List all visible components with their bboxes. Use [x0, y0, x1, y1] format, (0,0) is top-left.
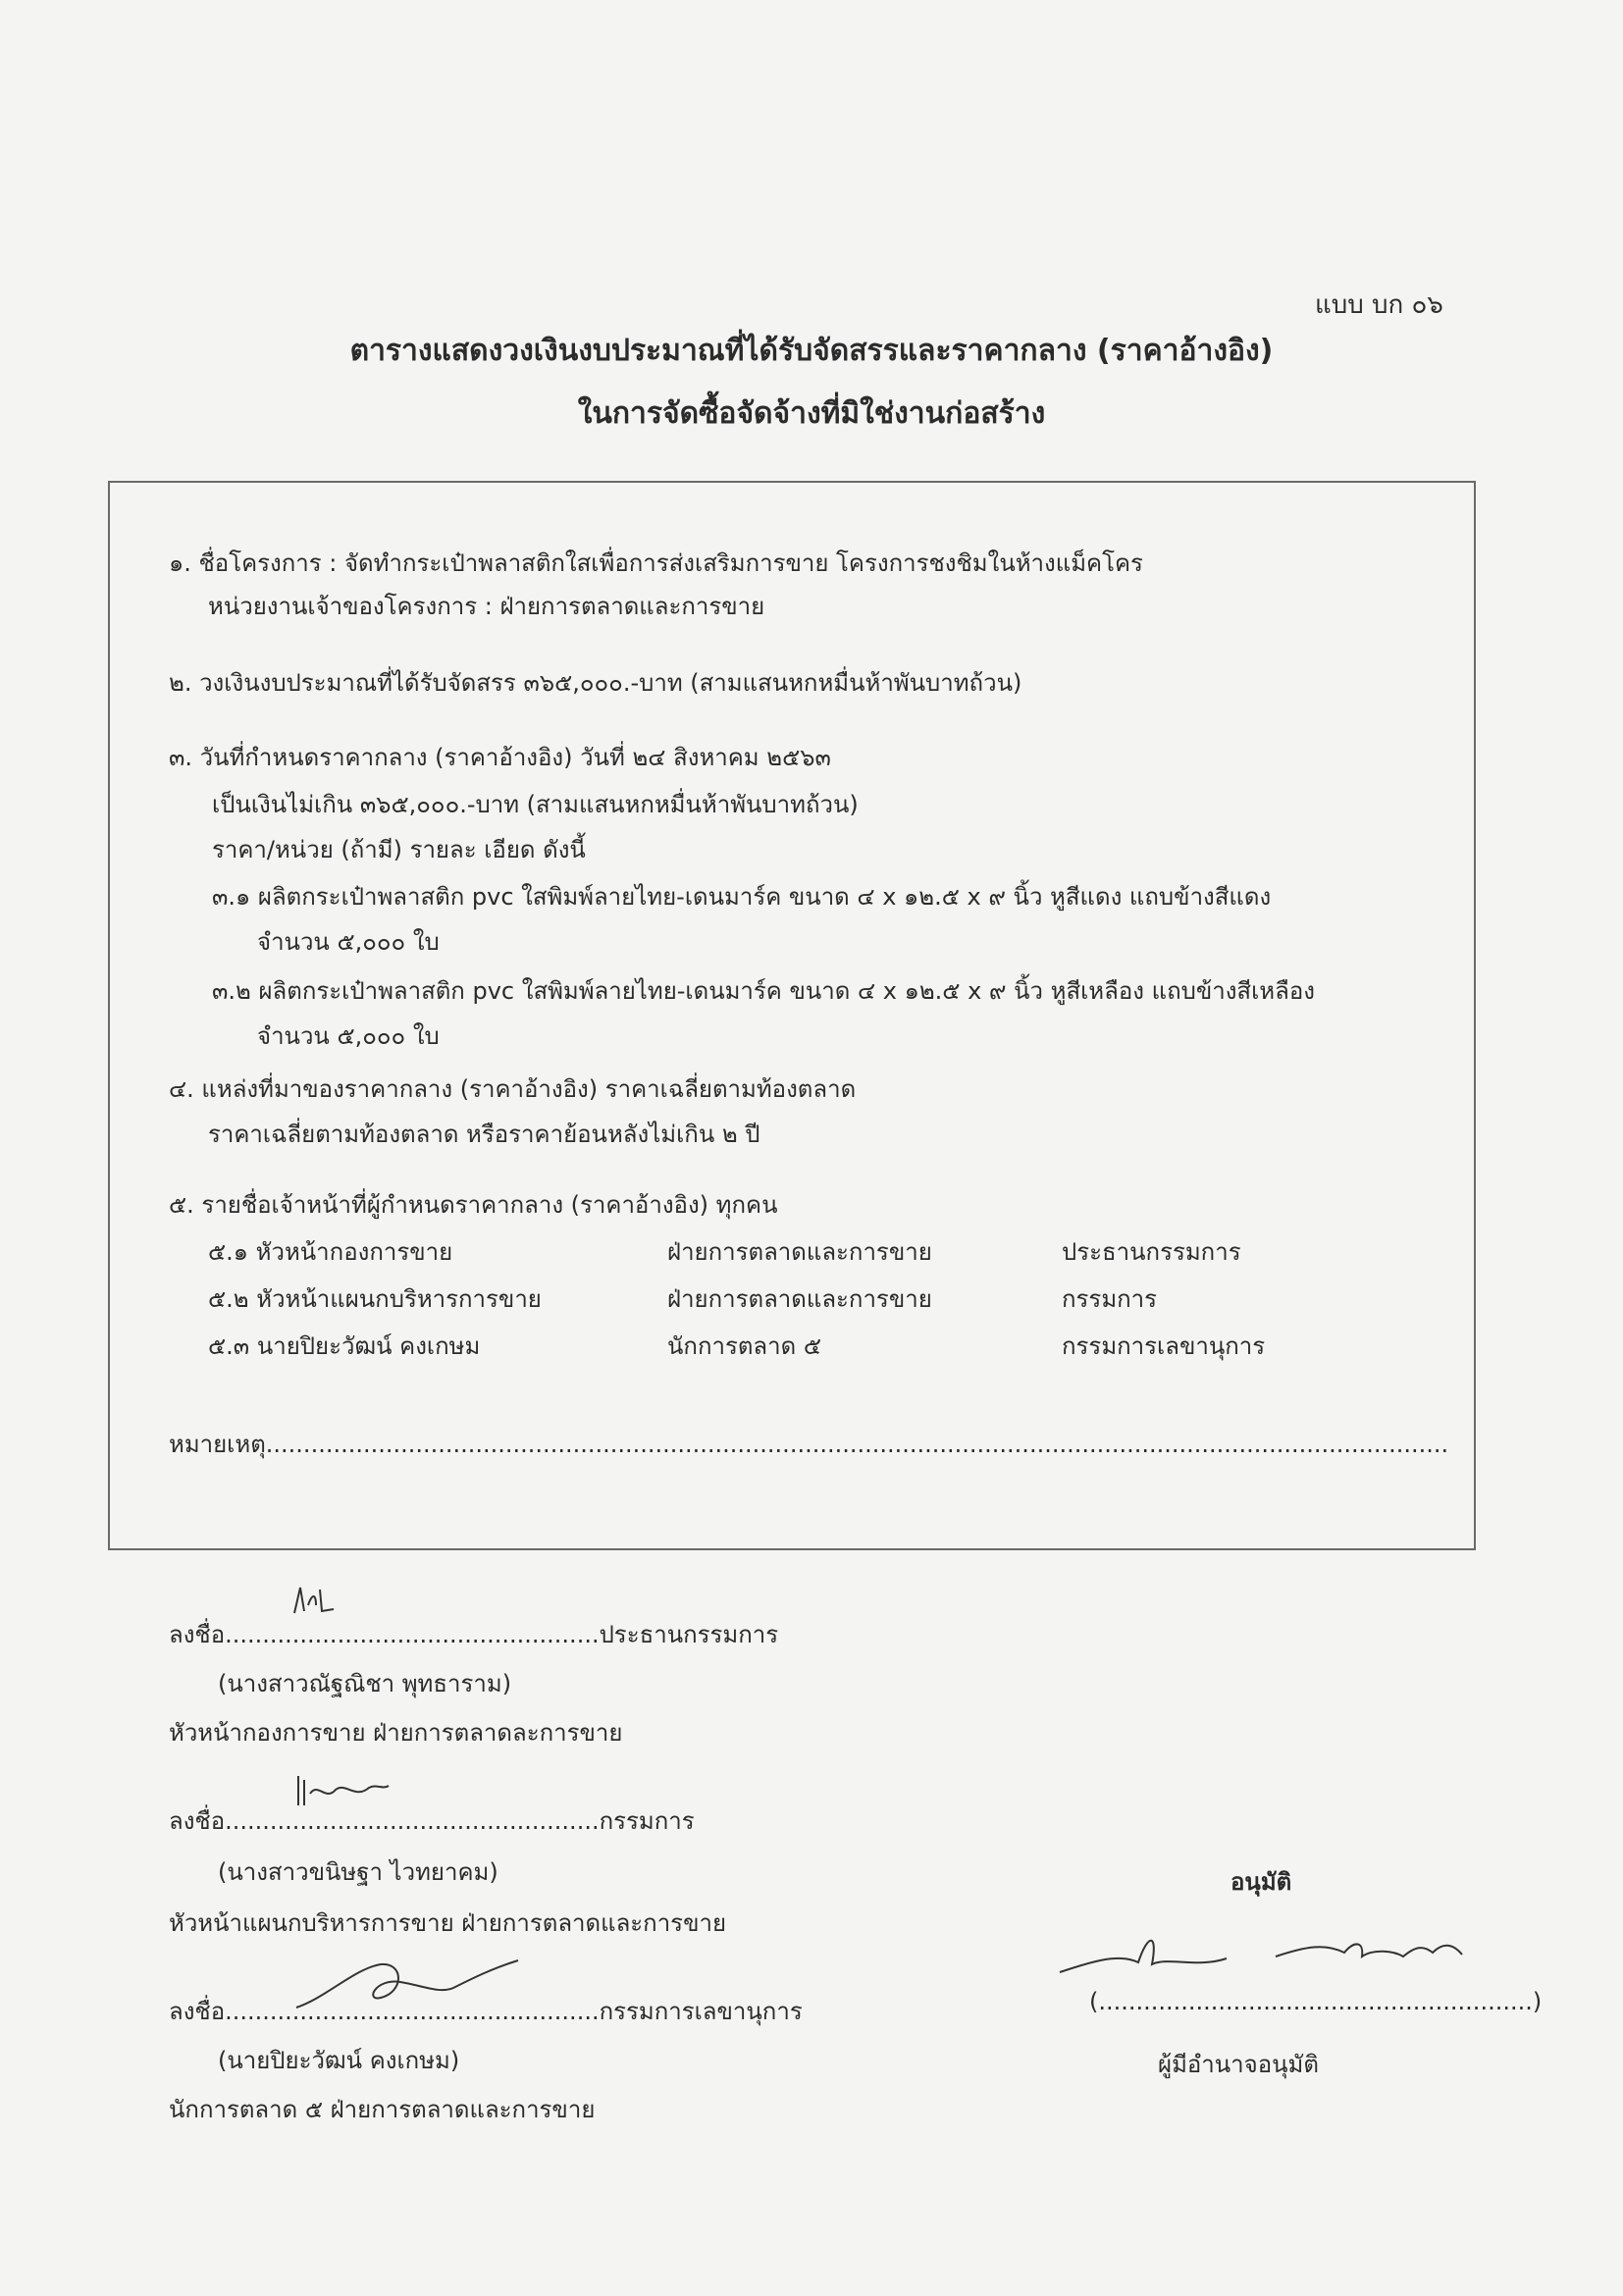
project-owner-line: หน่วยงานเจ้าของโครงการ : ฝ่ายการตลาดและการขาย: [208, 593, 765, 620]
price-source-detail: ราคาเฉลี่ยตามท้องตลาด หรือราคาย้อนหลังไม่เกิน ๒ ปี: [208, 1121, 760, 1148]
item-2-quantity: จำนวน ๕,๐๐๐ ใบ: [257, 1022, 440, 1050]
item-1-quantity: จำนวน ๕,๐๐๐ ใบ: [257, 928, 440, 956]
committee-member-dept: ฝ่ายการตลาดและการขาย: [667, 1238, 932, 1266]
signature-3-name: (นายปิยะวัฒน์ คงเกษม): [218, 2047, 460, 2074]
signature-2-line: ลงชื่อ..................................................กรรมการ: [169, 1807, 695, 1835]
committee-member-name: ๕.๓ นายปิยะวัฒน์ คงเกษม: [208, 1332, 481, 1360]
approver-label: ผู้มีอำนาจอนุมัติ: [1158, 2051, 1319, 2078]
document-title: ตารางแสดงวงเงินงบประมาณที่ได้รับจัดสรรและราคากลาง (ราคาอ้างอิง): [349, 334, 1274, 368]
committee-member-name: ๕.๒ หัวหน้าแผนกบริหารการขาย: [208, 1285, 542, 1313]
document-subtitle: ในการจัดซื้อจัดจ้างที่มิใช่งานก่อสร้าง: [577, 396, 1046, 431]
remark-line: หมายเหตุ..............................................................................................................................................................: [169, 1431, 1449, 1458]
signature-2-name: (นางสาวขนิษฐา ไวทยาคม): [218, 1858, 498, 1886]
signature-1-name: (นางสาวณัฐณิชา พุทธาราม): [218, 1670, 512, 1697]
committee-member-role: กรรมการ: [1062, 1285, 1158, 1313]
signature-1-line: ลงชื่อ..................................................ประธานกรรมการ: [169, 1621, 779, 1648]
committee-member-dept: นักการตลาด ๕: [667, 1332, 821, 1360]
committee-member-role: กรรมการเลขานุการ: [1062, 1332, 1266, 1360]
project-name-line: ๑. ชื่อโครงการ : จัดทำกระเป๋าพลาสติกใสเพื่อการส่งเสริมการขาย โครงการชงชิมในห้างแม็คโคร: [169, 549, 1143, 577]
signature-1-position: หัวหน้ากองการขาย ฝ่ายการตลาดละการขาย: [169, 1719, 623, 1747]
committee-member-dept: ฝ่ายการตลาดและการขาย: [667, 1285, 932, 1313]
approver-sign-line: (..........................................................): [1089, 1988, 1543, 2015]
signature-3-position: นักการตลาด ๕ ฝ่ายการตลาดและการขาย: [169, 2096, 596, 2123]
committee-heading: ๕. รายชื่อเจ้าหน้าที่ผู้กำหนดราคากลาง (ราคาอ้างอิง) ทุกคน: [169, 1191, 778, 1219]
price-source-line: ๔. แหล่งที่มาของราคากลาง (ราคาอ้างอิง) ราคาเฉลี่ยตามท้องตลาด: [169, 1075, 857, 1103]
reference-date-line: ๓. วันที่กำหนดราคากลาง (ราคาอ้างอิง) วันที่ ๒๔ สิงหาคม ๒๕๖๓: [169, 744, 831, 771]
committee-member-role: ประธานกรรมการ: [1062, 1238, 1241, 1266]
signature-3-line: ลงชื่อ..................................................กรรมการเลขานุการ: [169, 1998, 803, 2025]
committee-member-name: ๕.๑ หัวหน้ากองการขาย: [208, 1238, 453, 1266]
approval-heading: อนุมัติ: [1230, 1868, 1292, 1896]
item-1-description: ๓.๑ ผลิตกระเป๋าพลาสติก pvc ใสพิมพ์ลายไทย-เดนมาร์ค ขนาด ๔ x ๑๒.๕ x ๙ นิ้ว หูสีแดง แถบข้างสีแดง: [212, 883, 1272, 911]
budget-line: ๒. วงเงินงบประมาณที่ได้รับจัดสรร ๓๖๕,๐๐๐.-บาท (สามแสนหกหมื่นห้าพันบาทถ้วน): [169, 669, 1022, 697]
signature-2-position: หัวหน้าแผนกบริหารการขาย ฝ่ายการตลาดและการขาย: [169, 1909, 727, 1937]
unit-price-line: ราคา/หน่วย (ถ้ามี) รายละ เอียด ดังนี้: [212, 836, 586, 863]
item-2-description: ๓.๒ ผลิตกระเป๋าพลาสติก pvc ใสพิมพ์ลายไทย-เดนมาร์ค ขนาด ๔ x ๑๒.๕ x ๙ นิ้ว หูสีเหลือง แถบข้างสีเหลือง: [212, 977, 1315, 1005]
content-box: [108, 481, 1476, 1550]
form-code: แบบ บก ๐๖: [1315, 290, 1443, 320]
reference-amount-line: เป็นเงินไม่เกิน ๓๖๕,๐๐๐.-บาท (สามแสนหกหมื่นห้าพันบาทถ้วน): [212, 791, 859, 818]
